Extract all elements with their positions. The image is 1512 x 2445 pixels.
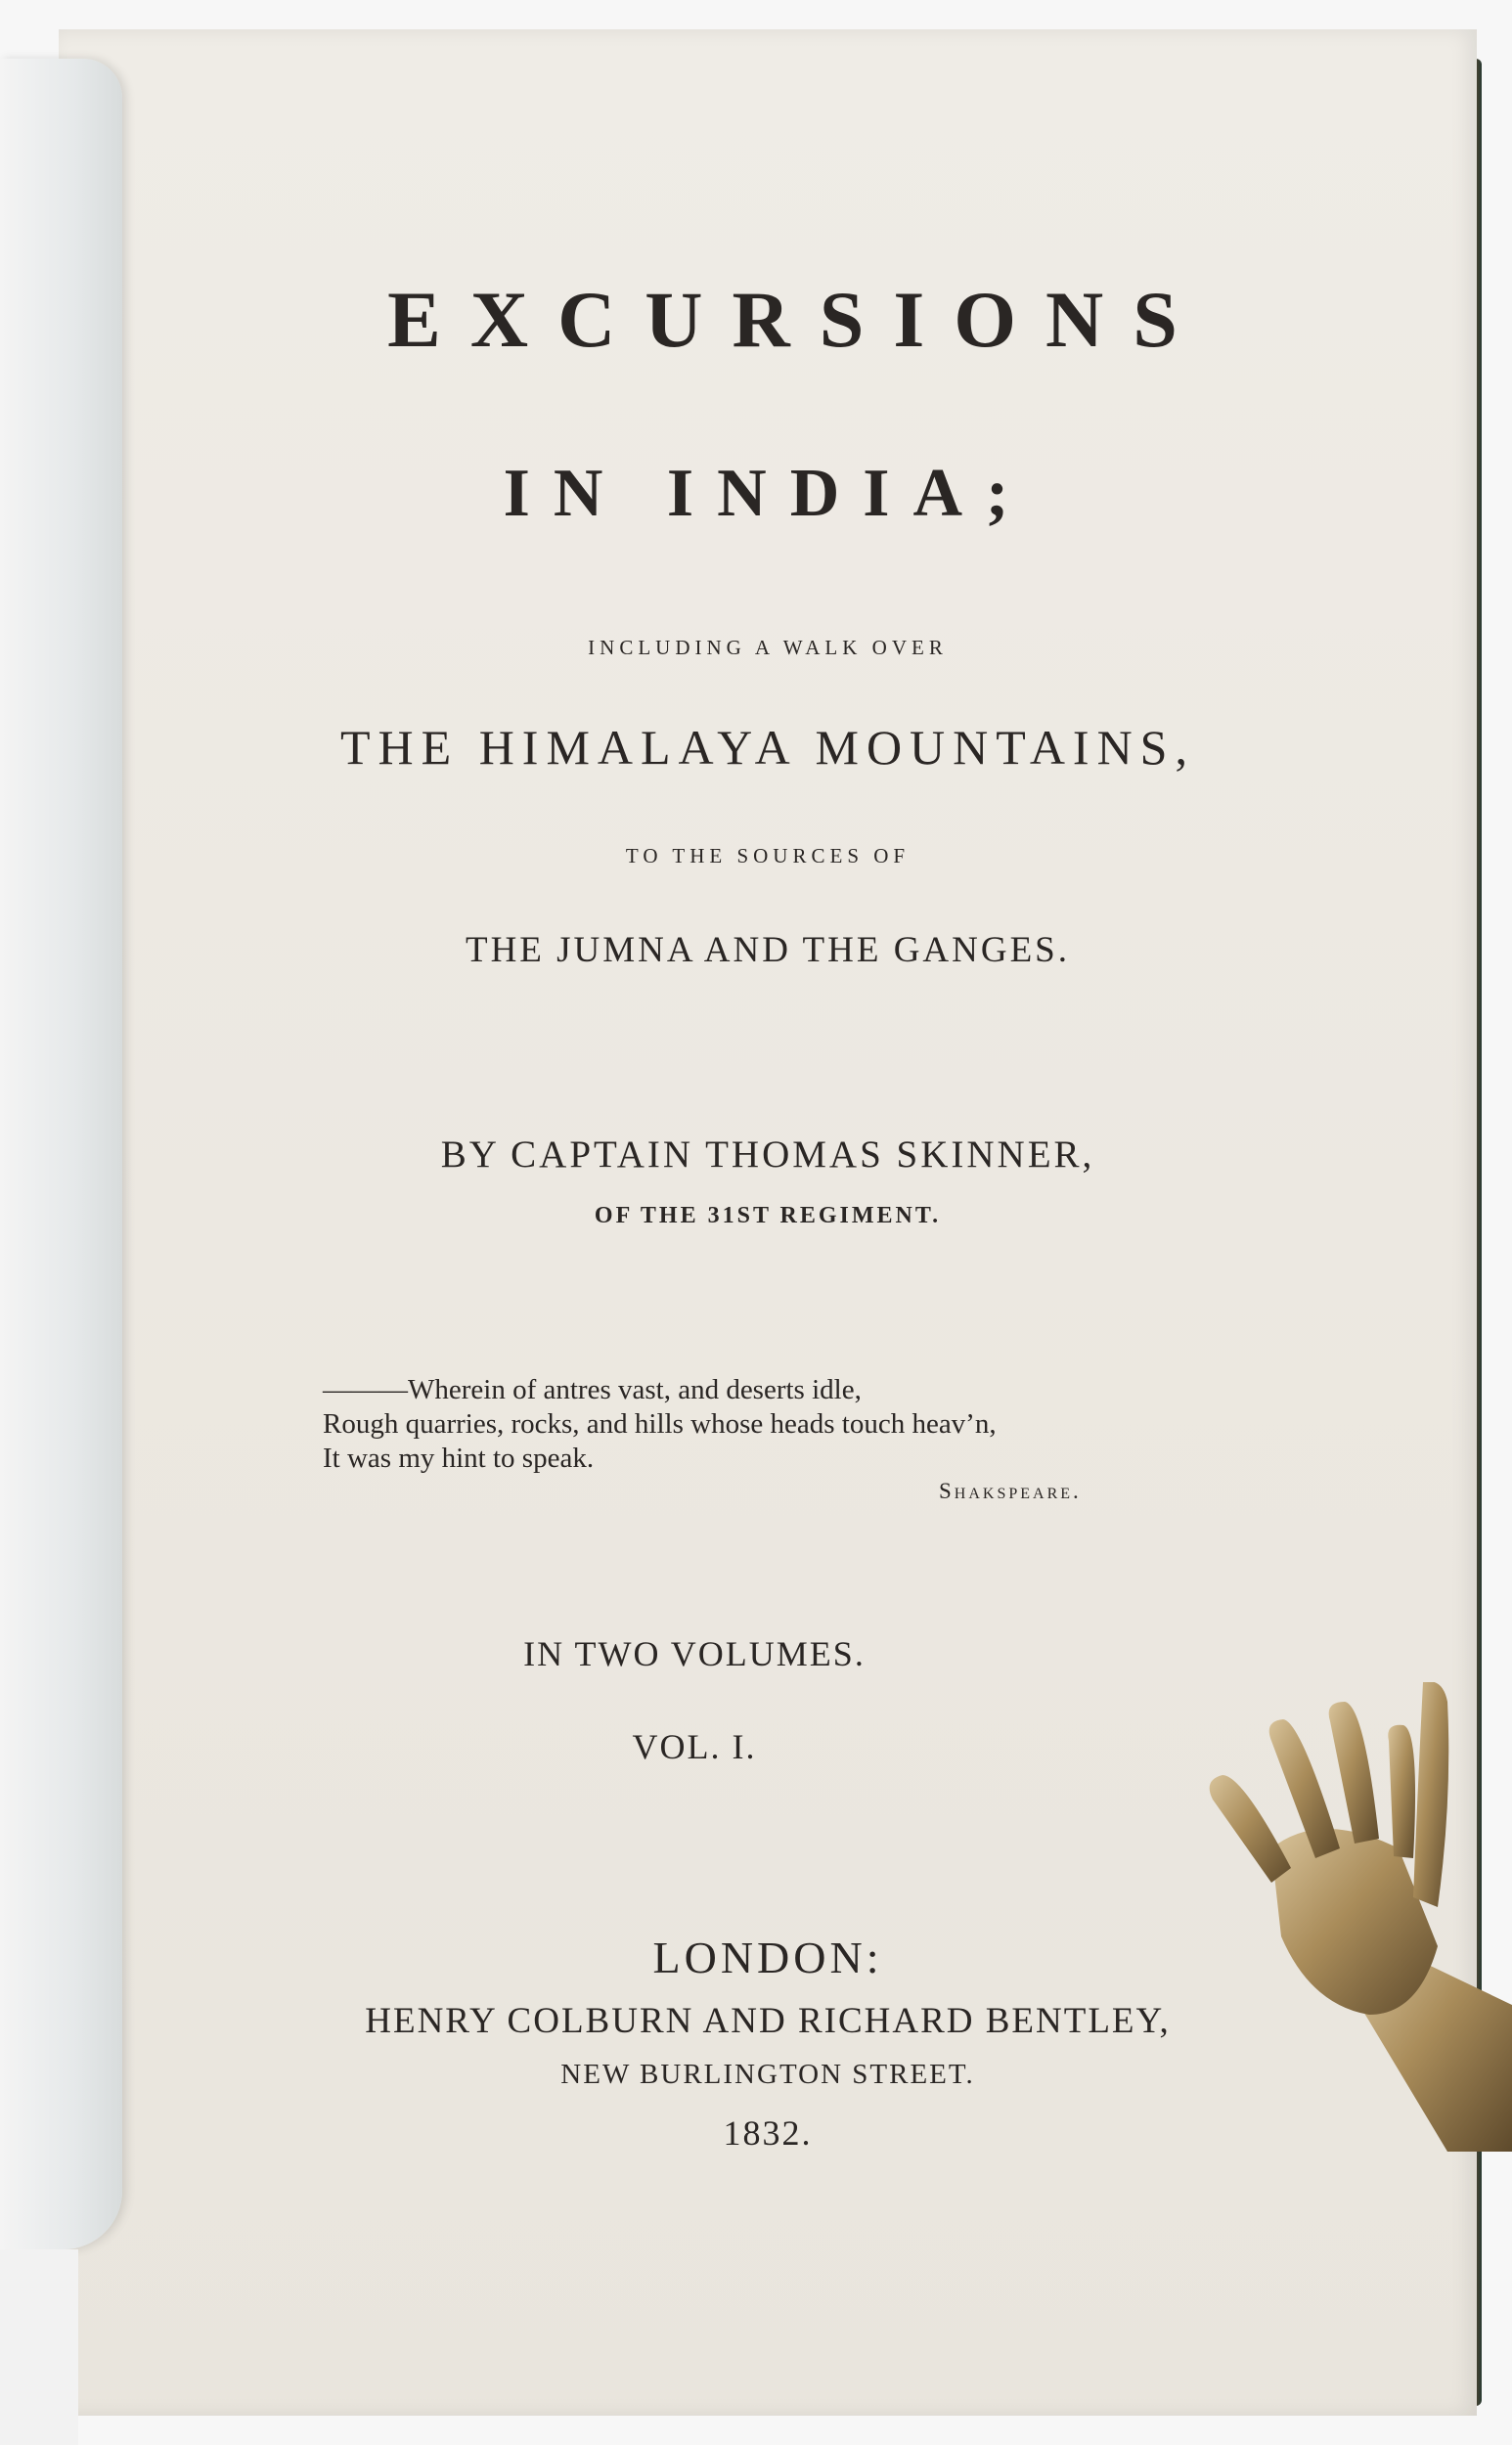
flyleaf-lower — [0, 2249, 78, 2445]
book-title: EXCURSIONS — [387, 275, 1207, 364]
imprint-city: LONDON: — [652, 1933, 883, 1982]
author-line: BY CAPTAIN THOMAS SKINNER, — [440, 1134, 1095, 1176]
volume-number: VOL. I. — [632, 1727, 757, 1766]
rivers-line: THE JUMNA AND THE GANGES. — [465, 930, 1071, 970]
epigraph-line-3: It was my hint to speak. — [323, 1443, 595, 1474]
including-line: INCLUDING A WALK OVER — [588, 636, 948, 659]
imprint-year: 1832. — [723, 2113, 813, 2153]
regiment-line: OF THE 31ST REGIMENT. — [594, 1203, 942, 1228]
epigraph-line-2: Rough quarries, rocks, and hills whose heads touch heav’n, — [323, 1408, 997, 1440]
brass-hand-page-holder — [1203, 1682, 1512, 2152]
epigraph-line-1: ———Wherein of antres vast, and deserts idle, — [323, 1374, 862, 1405]
imprint-publisher: HENRY COLBURN AND RICHARD BENTLEY, — [365, 2001, 1171, 2041]
sources-line: TO THE SOURCES OF — [625, 844, 911, 867]
volumes-line: IN TWO VOLUMES. — [523, 1634, 866, 1673]
epigraph-attribution: Shakspeare. — [939, 1479, 1082, 1503]
mountains-line: THE HIMALAYA MOUNTAINS, — [340, 720, 1195, 775]
imprint-street: NEW BURLINGTON STREET. — [560, 2059, 975, 2090]
book-subtitle: IN INDIA; — [503, 456, 1033, 531]
